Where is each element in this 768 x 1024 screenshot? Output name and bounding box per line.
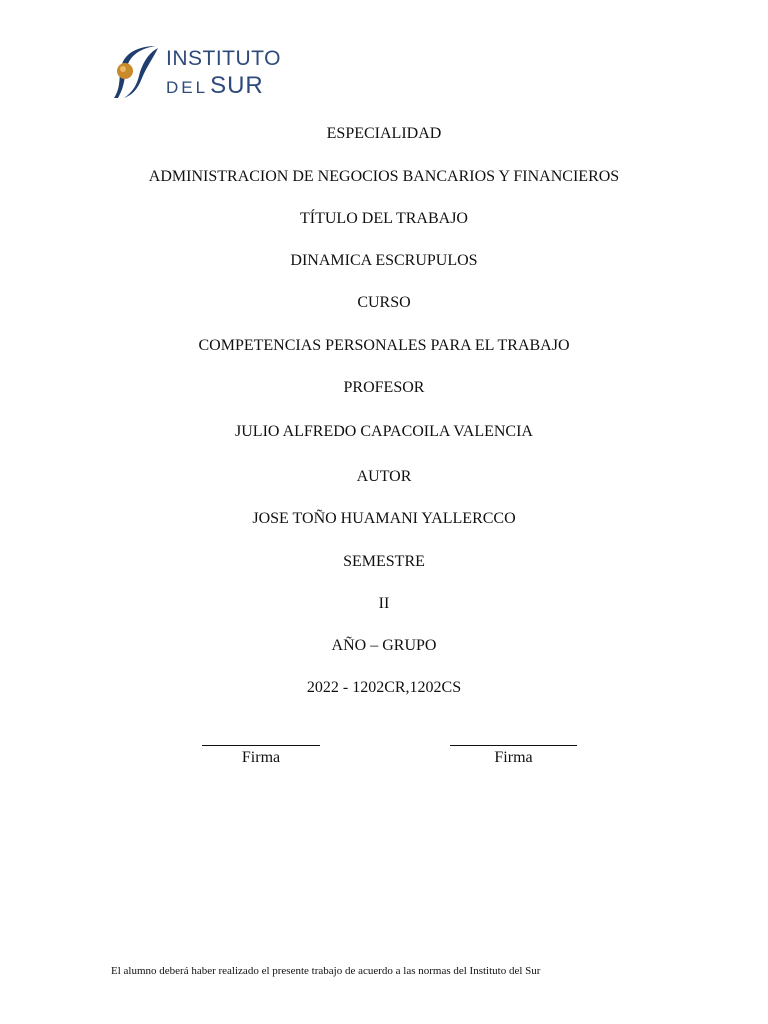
semester-heading: SEMESTRE <box>343 553 425 570</box>
logo-text-del-sur <box>166 72 264 100</box>
title-value: DINAMICA ESCRUPULOS <box>290 252 478 269</box>
specialty-value: ADMINISTRACION DE NEGOCIOS BANCARIOS Y FINANCIEROS <box>148 168 620 185</box>
institute-emblem-icon <box>112 44 162 100</box>
author-value: JOSE TOÑO HUAMANI YALLERCCO <box>252 510 516 527</box>
course-heading: CURSO <box>357 294 411 311</box>
author-heading: AUTOR <box>356 468 412 485</box>
signature-label-left: Firma <box>241 749 281 766</box>
professor-value: JULIO ALFREDO CAPACOILA VALENCIA <box>235 423 533 440</box>
signature-line-right <box>450 745 577 746</box>
course-value: COMPETENCIAS PERSONALES PARA EL TRABAJO <box>198 337 570 354</box>
logo-text-sur: SUR <box>210 72 264 99</box>
title-heading: TÍTULO DEL TRABAJO <box>300 210 468 227</box>
semester-value: II <box>378 595 390 612</box>
signature-block-right <box>450 745 577 767</box>
signature-line-left <box>202 745 320 746</box>
footer-note: El alumno deberá haber realizado el presente trabajo de acuerdo a las normas del Instituto del Sur <box>111 965 541 977</box>
signature-label-right: Firma <box>494 749 533 766</box>
professor-heading: PROFESOR <box>343 379 425 396</box>
signature-block-left <box>202 745 320 767</box>
logo-text-instituto: INSTITUTO <box>166 47 281 70</box>
year-group-heading: AÑO – GRUPO <box>331 637 437 654</box>
institute-logo <box>112 44 282 100</box>
logo-text-del: DEL <box>166 78 209 97</box>
specialty-heading: ESPECIALIDAD <box>326 125 442 142</box>
year-group-value: 2022 - 1202CR,1202CS <box>306 679 462 696</box>
